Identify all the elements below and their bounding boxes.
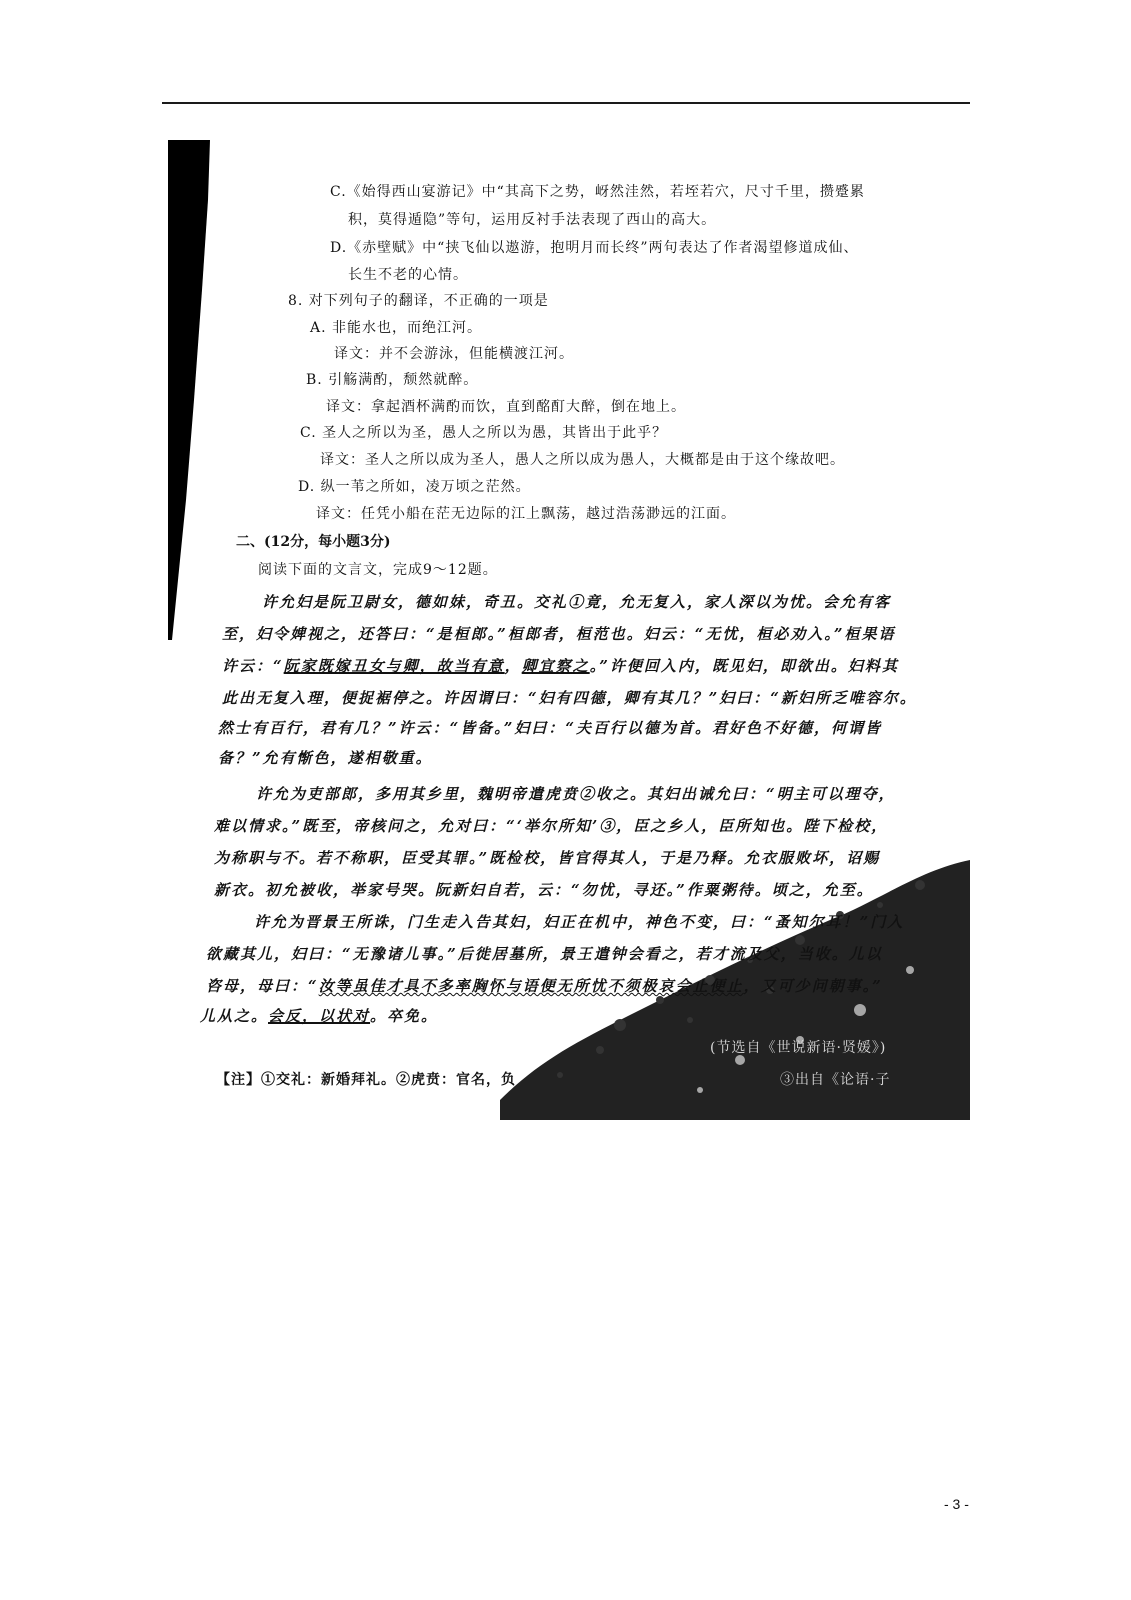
passage-p1-line3: [222, 656, 899, 676]
passage-p3-line3: [206, 976, 883, 996]
q8-option-a-sentence: A. 非能水也，而绝江河。: [310, 320, 483, 336]
underlined-sentence-2: 卿宜察之: [521, 657, 590, 675]
passage-p2-line4: 新衣。初允被收，举家号哭。阮新妇自若，云：“勿忧，寻还。”作粟粥待。顷之，允至。: [214, 881, 874, 899]
wavy-underlined-sentence: 汝等虽佳才具不多率胸怀与语便无所忧不须极哀会止便止: [318, 977, 744, 995]
q8-option-b-sentence: B. 引觞满酌，颓然就醉。: [306, 372, 479, 388]
q7-option-d-line2: 长生不老的心情。: [348, 267, 468, 283]
q8-stem: 8. 对下列句子的翻译，不正确的一项是: [288, 293, 549, 309]
q7-option-d-line1: D.《赤壁赋》中“挟飞仙以遨游，抱明月而长终”两句表达了作者渴望修道成仙、: [330, 240, 859, 256]
passage-p3-line1: 许允为晋景王所诛，门生走入告其妇，妇正在机中，神色不变，曰：“蚤知尔耳！”门入: [254, 913, 905, 931]
passage-p1-line2: 至，妇令婢视之，还答曰：“是桓郎。”桓郎者，桓范也。妇云：“无忧，桓必劝入。”桓果语: [222, 625, 896, 643]
q8-option-b-translation: 译文：拿起酒杯满酌而饮，直到酩酊大醉，倒在地上。: [326, 399, 686, 415]
passage-text: ，: [504, 657, 522, 675]
q8-option-d-sentence: D. 纵一苇之所如，凌万顷之茫然。: [298, 479, 531, 495]
passage-p1-line1: 许允妇是阮卫尉女，德如妹，奇丑。交礼①竟，允无复入，家人深以为忧。会允有客: [262, 593, 892, 611]
passage-p1-line4: 此出无复入理，便捉裾停之。许因谓曰：“妇有四德，卿有其几？”妇曰：“新妇所乏唯容尔。: [222, 689, 917, 707]
q8-option-c-sentence: C. 圣人之所以为圣，愚人之所以为愚，其皆出于此乎？: [300, 425, 668, 441]
passage-text: 咨母，母曰：“: [206, 977, 319, 995]
footnotes: 【注】①交礼：新婚拜礼。②虎贲：官名，负: [216, 1072, 516, 1088]
passage-p3-line4: [200, 1006, 438, 1026]
scan-edge-shadow: [168, 140, 216, 640]
section2-instruction: 阅读下面的文言文，完成9～12题。: [258, 562, 498, 578]
passage-p3-line2: 欲藏其儿，妇曰：“无豫诸儿事。”后徙居墓所，景王遣钟会看之，若才流及父，当收。儿以: [206, 945, 883, 963]
underlined-sentence-3: 会反，以状对: [268, 1007, 371, 1025]
section2-heading: 二、(12分，每小题3分): [236, 534, 391, 550]
passage-text: 许云：“: [222, 657, 284, 675]
passage-text: ，又可少问朝事。”: [743, 977, 883, 995]
passage-p2-line1: 许允为吏部郎，多用其乡里，魏明帝遣虎贲②收之。其妇出诫允曰：“明主可以理夺，: [256, 785, 896, 803]
underlined-sentence-1: 阮家既嫁丑女与卿，故当有意: [283, 657, 505, 675]
passage-source: (节选自《世说新语·贤媛》): [710, 1040, 887, 1056]
q8-option-a-translation: 译文：并不会游泳，但能横渡江河。: [334, 346, 574, 362]
header-rule: [162, 102, 970, 104]
page-number: - 3 -: [944, 1496, 969, 1512]
passage-text: 。”许便回入内，既见妇，即欲出。妇料其: [589, 657, 899, 675]
passage-text: 。卒免。: [370, 1007, 439, 1025]
passage-p1-line6: 备？”允有惭色，遂相敬重。: [218, 749, 433, 767]
passage-p2-line3: 为称职与不。若不称职，臣受其罪。”既检校，皆官得其人，于是乃释。允衣服败坏，诏赐: [214, 849, 881, 867]
q8-option-d-translation: 译文：任凭小船在茫无边际的江上飘荡，越过浩荡渺远的江面。: [316, 506, 736, 522]
passage-p2-line2: 难以情求。”既至，帝核问之，允对曰：“‘举尔所知’③，臣之乡人，臣所知也。陛下检校，: [214, 817, 889, 835]
passage-text: 儿从之。: [200, 1007, 269, 1025]
q7-option-c-line1: C.《始得西山宴游记》中“其高下之势，岈然洼然，若垤若穴，尺寸千里，攒蹙累: [330, 184, 865, 200]
footnotes-end: ③出自《论语·子: [780, 1072, 891, 1088]
q8-option-c-translation: 译文：圣人之所以成为圣人，愚人之所以成为愚人，大概都是由于这个缘故吧。: [320, 452, 845, 468]
q7-option-c-line2: 积，莫得遁隐”等句，运用反衬手法表现了西山的高大。: [348, 212, 717, 228]
passage-p1-line5: 然士有百行，君有几？”许云：“皆备。”妇曰：“夫百行以德为首。君好色不好德，何谓皆: [218, 719, 883, 737]
